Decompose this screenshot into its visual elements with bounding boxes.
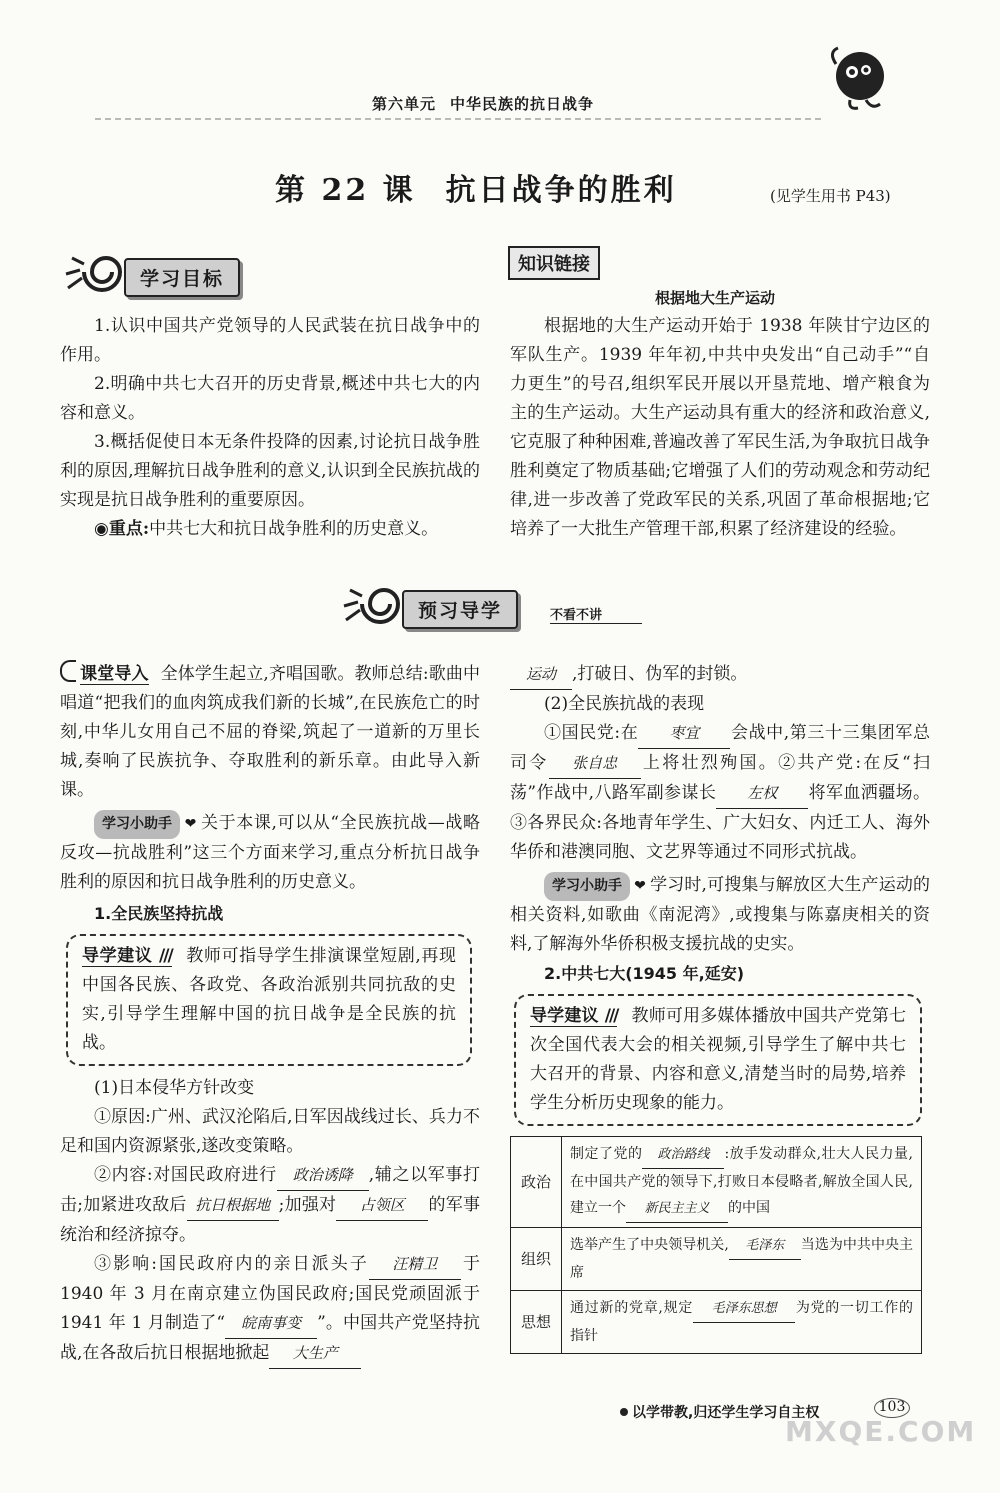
key-point [60, 515, 480, 544]
preview-banner [340, 580, 660, 628]
answer-blank: 运动 [510, 660, 572, 690]
class-intro-label: 课堂导入 [80, 664, 149, 684]
left-column [60, 660, 480, 1369]
helper-note [60, 809, 480, 897]
watermark: MXQE.COM [785, 1415, 977, 1448]
continued-text: 运动 ,打破日、伪军的封锁。 [510, 660, 930, 690]
section-heading: 2.中共七大(1945 年,延安) [544, 964, 745, 983]
guide-label: 导学建议 /// [82, 946, 172, 966]
answer-blank: 占领区 [336, 1191, 428, 1221]
helper-label: 学习小助手 [94, 810, 180, 839]
answer-blank: 皖南事变 [225, 1309, 317, 1339]
unit-header [372, 93, 594, 114]
knowledge-text: 根据地的大生产运动开始于 1938 年陕甘宁边区的军队生产。1939 年年初,中共中央发出“自己动手”“自力更生”的号召,组织军民开展以开垦荒地、增产粮食为主的生产运动。大生产运动具有重大的经济和政治意义,它克服了种种困难,普遍改善了军民生活,为争取抗日战争胜利奠定了物质基础;它增强了人们的劳动观念和劳动纪律,进一步改善了党政军民的关系,巩固了革命根据地;它培养了一大批生产管理干部,积累了经济建设的经验。 [510, 316, 930, 539]
table-row [511, 1228, 922, 1291]
heart-icon: ❤ [184, 816, 197, 832]
mascot-icon [820, 42, 892, 114]
header-divider [95, 118, 825, 120]
answer-blank: 左权 [716, 779, 808, 809]
footer-motto: 以学带教,归还学生学习自主权 [620, 1402, 819, 1422]
guide-box [66, 934, 472, 1066]
class-intro-text: 全体学生起立,齐唱国歌。教师总结:歌曲中唱道“把我们的血肉筑成我们新的长城”,在民族危亡的时刻,中华儿女用自己不屈的脊梁,筑起了一道新的万里长城,奏响了民族抗争、夺取胜利的新乐章。由此导入新课。 [60, 664, 481, 800]
effect-text: ③影响:国民政府内的亲日派头子 汪精卫 于 1940 年 3 月在南京建立伪国民政府;国民党顽固派于 1941 年 1 月制造了“ 皖南事变 ”。中国共产党坚持抗战,在各敌后抗日根据地掀起 大生产 [60, 1250, 480, 1369]
helper-text: 关于本课,可以从“全民族抗战—战略反攻—抗战胜利”这三个方面来学习,重点分析抗日战争胜利的原因和抗日战争胜利的历史意义。 [60, 813, 480, 892]
subsection-heading: (1)日本侵华方针改变 [94, 1078, 255, 1098]
table-key: 组织 [511, 1228, 562, 1291]
class-intro [60, 660, 480, 805]
reason-text: ①原因:广州、武汉沦陷后,日军因战线过长、兵力不足和国内资源紧张,遂改变策略。 [60, 1107, 480, 1156]
unit-title: 中华民族的抗日战争 [450, 95, 595, 113]
answer-blank: 张自忠 [549, 749, 641, 779]
table-key: 政治 [511, 1137, 562, 1228]
lesson-name: 抗日战争的胜利 [445, 173, 677, 208]
right-column [510, 660, 930, 1354]
answer-blank: 毛泽东 [729, 1233, 801, 1260]
answer-blank: 汪精卫 [369, 1250, 461, 1280]
knowledge-link-tag: 知识链接 [508, 246, 600, 280]
key-point-label: ◉重点: [94, 519, 150, 539]
table-row [511, 1137, 922, 1228]
objectives-banner-label: 学习目标 [124, 258, 240, 297]
preview-banner-label: 预习导学 [402, 590, 518, 629]
guide-text: 教师可用多媒体播放中国共产党第七次全国代表大会的相关视频,引导学生了解中共七大召开的背景、内容和意义,清楚当时的局势,培养学生分析历史现象的能力。 [530, 1006, 907, 1113]
key-point-text: 中共七大和抗日战争胜利的历史意义。 [149, 519, 439, 539]
objective-item: 1.认识中国共产党领导的人民武装在抗日战争中的作用。 [60, 316, 480, 365]
subsection-heading: (2)全民族抗战的表现 [544, 694, 705, 714]
answer-blank: 政治诱降 [277, 1161, 369, 1191]
table-value: 选举产生了中央领导机关, 毛泽东 当选为中共中央主席 [562, 1228, 922, 1291]
lesson-title [275, 165, 677, 209]
answer-blank: 政治路线 [642, 1142, 724, 1169]
objectives-banner [62, 248, 292, 296]
answer-blank: 毛泽东思想 [693, 1296, 795, 1323]
table-value: 制定了党的 政治路线 :放手发动群众,壮大人民力量,在中国共产党的领导下,打败日本侵略者,解放全国人民,建立一个 新民主主义 的中国 [562, 1137, 922, 1228]
helper-label: 学习小助手 [544, 872, 630, 901]
guide-box [514, 994, 922, 1126]
student-book-ref: (见学生用书 P43) [770, 187, 891, 205]
performance-text: ①国民党:在 枣宜 会战中,第三十三集团军总司令 张自忠 上将壮烈殉国。②共产党:在反“扫荡”作战中,八路军副参谋长 左权 将军血洒疆场。③各界民众:各地青年学生、广大妇女、内迁工人、海外华侨和港澳同胞、文艺界等通过不同形式抗战。 [510, 719, 930, 867]
table-key: 思想 [511, 1291, 562, 1354]
bracket-icon [60, 660, 76, 682]
heart-icon: ❤ [634, 878, 647, 894]
unit-number: 第六单元 [372, 95, 437, 113]
content-text: ②内容:对国民政府进行 政治诱降 ,辅之以军事打击;加紧进攻敌后 抗日根据地 ;加强对 占领区 的军事统治和经济掠夺。 [60, 1161, 480, 1250]
preview-banner-sub: 不看不讲 [550, 604, 642, 624]
answer-blank: 大生产 [269, 1339, 361, 1369]
table-value: 通过新的党章,规定 毛泽东思想 为党的一切工作的指针 [562, 1291, 922, 1354]
answer-blank: 抗日根据地 [187, 1191, 279, 1221]
helper-note [510, 871, 930, 959]
page-number: 103 [874, 1398, 910, 1418]
seventh-congress-table [510, 1136, 922, 1354]
answer-blank: 新民主主义 [626, 1196, 728, 1223]
lesson-number: 第 22 课 [275, 173, 416, 208]
objective-item: 3.概括促使日本无条件投降的因素,讨论抗日战争胜利的原因,理解抗日战争胜利的意义,认识到全民族抗战的实现是抗日战争胜利的重要原因。 [60, 432, 480, 510]
knowledge-title: 根据地大生产运动 [654, 289, 775, 307]
bullet-icon [620, 1408, 628, 1416]
table-row [511, 1291, 922, 1354]
answer-blank: 枣宜 [638, 719, 730, 749]
helper-text: 学习时,可搜集与解放区大生产运动的相关资料,如歌曲《南泥湾》,或搜集与陈嘉庚相关的资料,了解海外华侨积极支援抗战的史实。 [510, 875, 931, 954]
objectives-list [60, 312, 480, 544]
section-heading: 1.全民族坚持抗战 [94, 904, 224, 923]
guide-label: 导学建议 /// [530, 1006, 618, 1026]
guide-text: 教师可指导学生排演课堂短剧,再现中国各民族、各政党、各政治派别共同抗敌的史实,引导学生理解中国的抗日战争是全民族的抗战。 [82, 946, 457, 1053]
objective-item: 2.明确中共七大召开的历史背景,概述中共七大的内容和意义。 [60, 374, 480, 423]
